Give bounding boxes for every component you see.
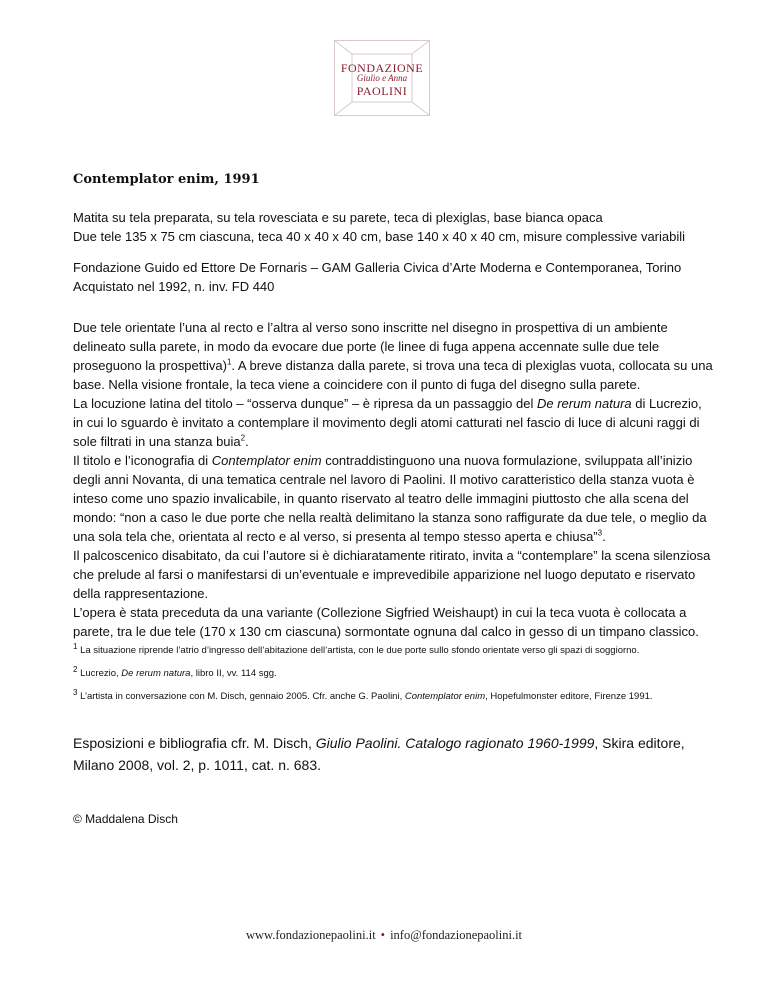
- website-link[interactable]: www.fondazionepaolini.it: [245, 928, 376, 942]
- footnote-1: $^1$ La situazione riprende l’atrio d’ingresso dell’abitazione dell’artista, con le due porte sullo sfondo orientate verso gli spazi di soggiorno.: [73, 641, 640, 656]
- footnote-ref-2: 2: [240, 433, 246, 443]
- description-paragraph-3: Il titolo e l’iconografia di Contemplator enim contraddistinguono una nuova formulazione, sviluppata all’inizio degli anni Novanta, di una tematica centrale nel lavoro di Paolini. Il motivo caratteristico della stanza vuota è inteso come uno spazio invalicabile, in quanto riservato al teatro delle immagini piuttosto che alla scena del mondo: “non a caso le due porte che nella realtà delimitano la stanza sono raffigurate da due tele, o meglio da una sola tela che, orientata al recto e al verso, si presenta al tempo stesso aperta e chiusa”$^3$.: [73, 453, 707, 544]
- footnote-ref-3: 3: [597, 528, 603, 538]
- copyright-credit: © Maddalena Disch: [73, 812, 178, 826]
- logo-wordmark-bottom: PAOLINI: [356, 84, 408, 98]
- foundation-logo: [334, 40, 430, 116]
- dimensions-line: Due tele 135 x 75 cm ciascuna, teca 40 x 40 x 40 cm, base 140 x 40 x 40 cm, misure complessive variabili: [73, 229, 686, 244]
- logo-wordmark-top: FONDAZIONE: [340, 61, 424, 75]
- footnote-ref-1: 1: [226, 357, 232, 367]
- description-paragraph-1: Due tele orientate l’una al recto e l’altra al verso sono inscritte nel disegno in prospettiva di un ambiente delineato sulla parete, in modo da evocare due porte (le linee di fuga appena accennate sulle due tele proseguono la prospettiva)$^1$. A breve distanza dalla parete, si trova una teca di plexiglas vuota, collocata su una base. Nella visione frontale, la teca viene a coincidere con il punto di fuga del disegno sulla parete.: [73, 320, 713, 392]
- page-footer: [0, 928, 768, 943]
- footnote-2: $^2$ Lucrezio, De rerum natura, libro II, vv. 114 sgg.: [73, 664, 277, 679]
- email-link[interactable]: info@fondazionepaolini.it: [390, 928, 523, 942]
- artwork-technique: [73, 208, 713, 246]
- description-paragraph-4: Il palcoscenico disabitato, da cui l’autore si è dichiaratamente ritirato, invita a “contemplare” la scena silenziosa che prelude al farsi o manifestarsi di un’eventuale e imprevedibile apparizione nel luogo deputato e riservato della rappresentazione.: [73, 548, 711, 601]
- artwork-collection: [73, 258, 713, 296]
- footer-separator: •: [380, 928, 386, 942]
- bibliography: Esposizioni e bibliografia cfr. M. Disch, Giulio Paolini. Catalogo ragionato 1960-1999, Skira editore, Milano 2008, vol. 2, p. 1011, cat. n. 683.: [73, 735, 685, 773]
- acquisition-line: Acquistato nel 1992, n. inv. FD 440: [73, 279, 275, 294]
- logo-script-signature: Giulio e Anna: [356, 73, 408, 83]
- artwork-description: [73, 318, 713, 641]
- description-paragraph-2: La locuzione latina del titolo – “osserva dunque” – è ripresa da un passaggio del De rerum natura di Lucrezio, in cui lo sguardo è invitato a contemplare il movimento degli atomi catturati nel fascio di luce di alcuni raggi di sole filtrati in una stanza buia$^2$.: [73, 396, 702, 449]
- technique-line: Matita su tela preparata, su tela rovesciata e su parete, teca di plexiglas, base bianca opaca: [73, 210, 603, 225]
- artwork-title: Contemplator enim, 1991: [73, 172, 260, 187]
- description-paragraph-5: L’opera è stata preceduta da una variante (Collezione Sigfried Weishaupt) in cui la teca vuota è collocata a parete, tra le due tele (170 x 130 cm ciascuna) sormontate ognuna dal calco in gesso di un timpano classico.: [73, 605, 699, 639]
- footnote-3: $^3$ L’artista in conversazione con M. Disch, gennaio 2005. Cfr. anche G. Paolini, Contemplator enim, Hopefulmonster editore, Firenze 1991.: [73, 687, 653, 702]
- footnotes: [73, 641, 733, 713]
- collection-line: Fondazione Guido ed Ettore De Fornaris – GAM Galleria Civica d’Arte Moderna e Contemporanea, Torino: [73, 260, 682, 275]
